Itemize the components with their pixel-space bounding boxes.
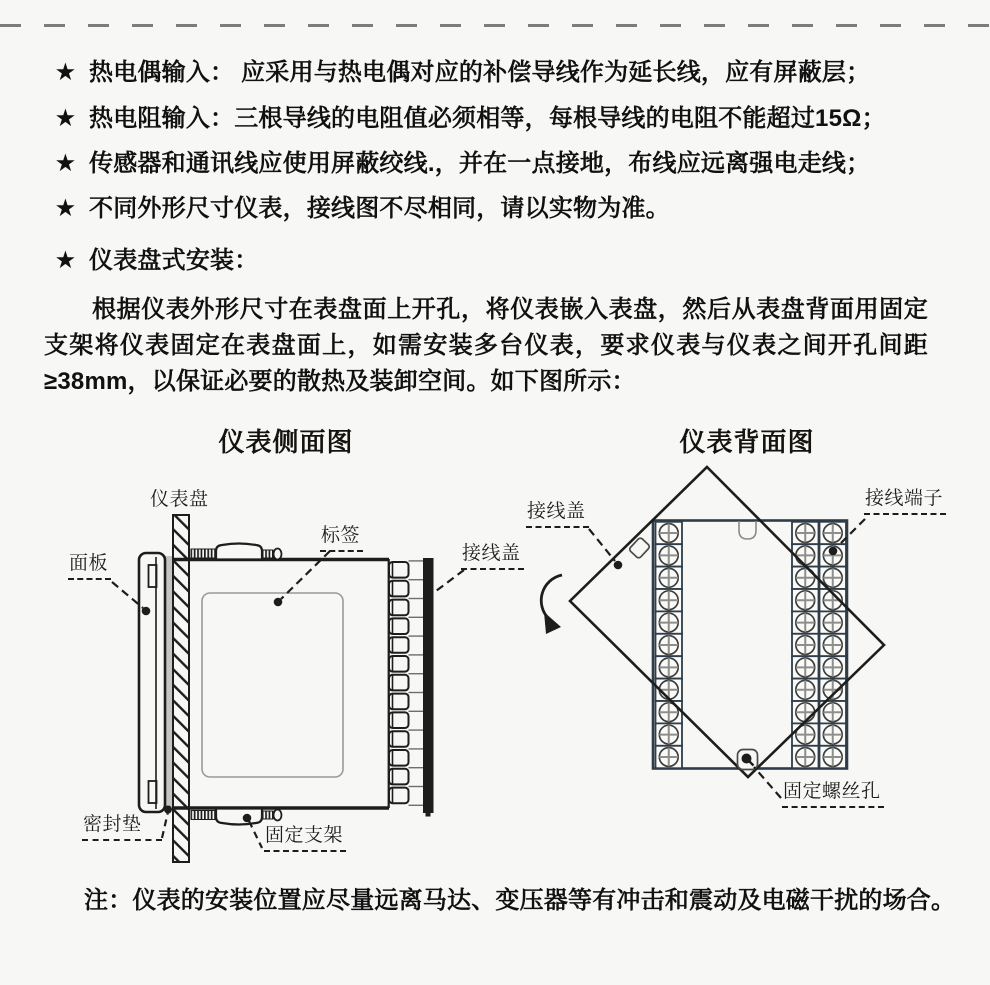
terminal-screw: [792, 656, 819, 678]
bullet-text: 热电偶输入： 应采用与热电偶对应的补偿导线作为延长线，应有屏蔽层；: [89, 59, 871, 86]
label-panel-board: 仪表盘: [150, 489, 209, 510]
side-view-diagram: [112, 515, 464, 862]
terminal-screw: [820, 746, 847, 768]
terminal-screw: [820, 723, 847, 745]
label-tag: 标签: [320, 525, 363, 552]
terminal-screw: [656, 544, 683, 566]
star-bullet-icon: ★: [56, 61, 76, 84]
bracket-screw-head: [274, 810, 282, 821]
leader-terminal-cover-back: [589, 529, 615, 561]
dot-gasket: [164, 806, 172, 814]
terminal-screw: [656, 522, 683, 544]
mounting-bracket-bottom: [191, 809, 282, 825]
bracket-thread: [191, 811, 216, 820]
label-gasket: 密封垫: [82, 814, 162, 841]
bracket-body: [216, 809, 262, 825]
terminal-screw: [792, 567, 819, 589]
label-terminal: 接线端子: [864, 488, 946, 515]
note-text: 注：仪表的安装位置应尽量远离马达、变压器等有冲击和震动及电磁干扰的场合。: [84, 887, 956, 914]
bracket-thread: [262, 811, 273, 819]
top-clip-tab: [739, 521, 756, 539]
side-view-title: 仪表侧面图: [218, 428, 354, 457]
bullet-text: 不同外形尺寸仪表，接线图不尽相同，请以实物为准。: [89, 195, 670, 222]
terminal-screw: [820, 611, 847, 633]
dot-terminal: [829, 547, 838, 556]
terminal-screw: [792, 522, 819, 544]
terminal-screw: [656, 589, 683, 611]
terminal-screw: [792, 634, 819, 656]
label-bracket: 固定支架: [264, 825, 346, 852]
back-view-diagram: [541, 467, 884, 798]
leader-bracket: [249, 821, 262, 848]
back-view-title: 仪表背面图: [679, 428, 815, 457]
label-screw-hole: 固定螺丝孔: [782, 781, 884, 808]
star-bullet-icon: ★: [56, 249, 76, 272]
mounting-bracket-top: [191, 544, 282, 560]
leader-gasket: [162, 812, 168, 838]
terminal-screw: [792, 589, 819, 611]
dot-front-panel: [142, 607, 151, 616]
terminal-screw: [792, 723, 819, 745]
dot-terminal-cover-back: [614, 561, 623, 570]
terminal-screw: [656, 611, 683, 633]
terminal-cover-foot: [426, 813, 431, 817]
terminal-screw: [820, 634, 847, 656]
bullet-text: 传感器和通讯线应使用屏蔽绞线.，并在一点接地，布线应远离强电走线；: [89, 150, 871, 177]
installation-paragraph: 根据仪表外形尺寸在表盘面上开孔，将仪表嵌入表盘，然后从表盘背面用固定支架将仪表固定在表盘面上，如需安装多台仪表，要求仪表与仪表之间开孔间距≥38mm，以保证必要的散热及装卸空间。如下图所示：: [44, 296, 928, 395]
bracket-thread: [262, 550, 273, 558]
star-bullet-icon: ★: [56, 197, 76, 220]
label-area-rect: [202, 593, 343, 777]
terminal-segment-column: [389, 561, 423, 805]
terminal-cover-bar: [423, 558, 434, 813]
bullet-text: 热电阻输入：三根导线的电阻值必须相等，每根导线的电阻不能超过15Ω；: [89, 105, 886, 132]
section-title: 仪表盘式安装：: [89, 247, 259, 274]
terminal-screw: [792, 679, 819, 701]
front-bezel: [139, 553, 165, 812]
terminal-screw: [656, 746, 683, 768]
leader-screw-hole: [754, 767, 781, 798]
star-bullet-icon: ★: [56, 152, 76, 175]
star-bullet-icon: ★: [56, 107, 76, 130]
terminal-screw: [656, 656, 683, 678]
terminal-screw: [820, 656, 847, 678]
terminal-screw: [820, 679, 847, 701]
terminal-screw: [656, 701, 683, 723]
bracket-screw-head: [274, 549, 282, 560]
terminal-screw-columns: [656, 522, 847, 768]
bracket-thread: [191, 549, 216, 558]
bracket-body: [216, 544, 262, 560]
terminal-screw: [656, 723, 683, 745]
terminal-screw: [792, 611, 819, 633]
terminal-screw: [792, 746, 819, 768]
leader-terminal-cover-side: [436, 570, 464, 591]
label-terminal-cover-side: 接线盖: [461, 543, 524, 570]
wall-hatched: [173, 515, 189, 862]
rotation-arrow-head: [544, 612, 561, 634]
terminal-screw: [656, 567, 683, 589]
label-terminal-cover-back: 接线盖: [526, 501, 589, 528]
label-front-panel: 面板: [68, 553, 111, 580]
terminal-screw: [656, 634, 683, 656]
dot-tag: [274, 598, 283, 607]
